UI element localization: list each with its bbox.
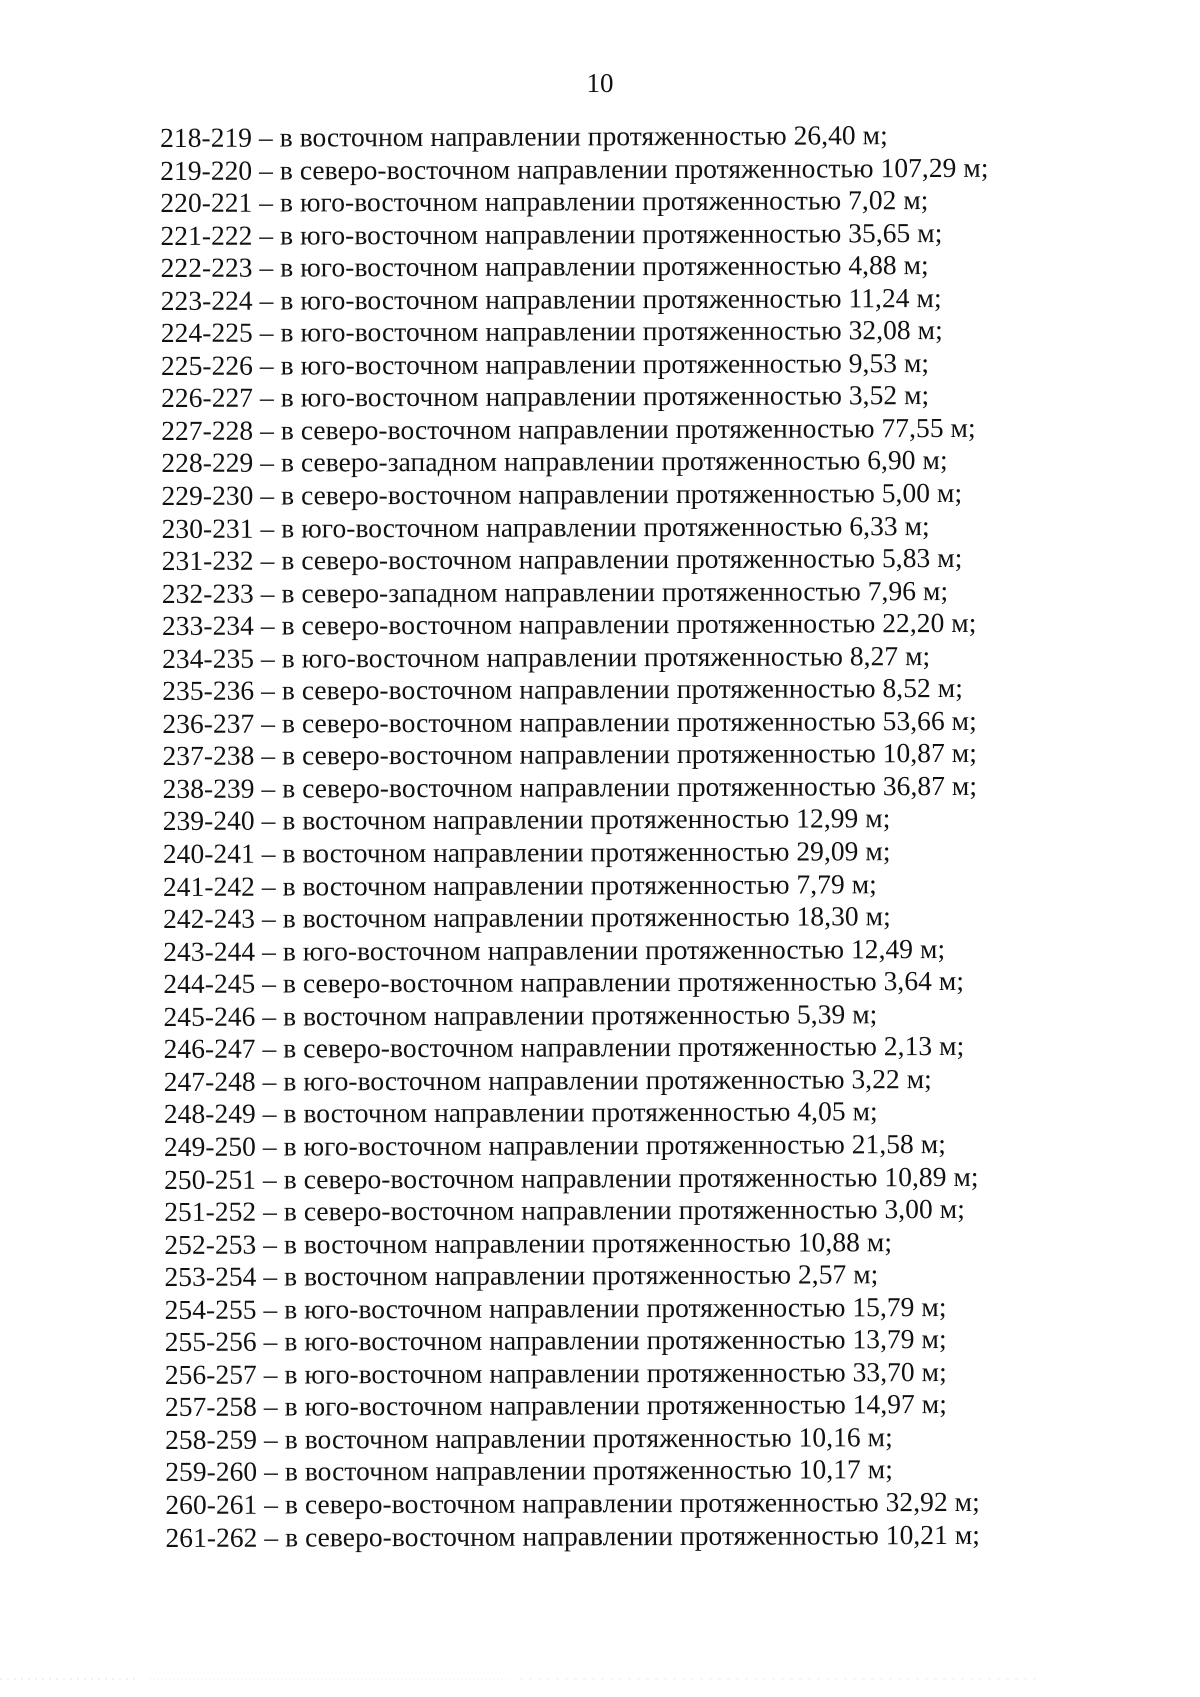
boundary-segment-entry: 255-256 – в юго-восточном направлении протяженностью 13,79 м; [164, 1323, 947, 1358]
boundary-segment-entry: 243-244 – в юго-восточном направлении протяженностью 12,49 м; [163, 932, 946, 967]
boundary-segment-entry: 230-231 – в юго-восточном направлении протяженностью 6,33 м; [161, 509, 930, 544]
boundary-segment-entry: 258-259 – в восточном направлении протяженностью 10,16 м; [164, 1421, 893, 1455]
boundary-segment-entry: 238-239 – в северо-восточном направлении протяженностью 36,87 м; [162, 769, 978, 804]
boundary-segment-entry: 218-219 – в восточном направлении протяженностью 26,40 м; [160, 119, 888, 153]
boundary-segment-entry: 242-243 – в восточном направлении протяженностью 18,30 м; [162, 900, 891, 935]
boundary-segment-entry: 241-242 – в восточном направлении протяженностью 7,79 м; [162, 867, 877, 902]
boundary-segment-entry: 257-258 – в юго-восточном направлении протяженностью 14,97 м; [164, 1388, 947, 1423]
boundary-segment-entry: 231-232 – в северо-восточном направлении протяженностью 5,83 м; [161, 542, 963, 577]
boundary-segment-entry: 224-225 – в юго-восточном направлении протяженностью 32,08 м; [160, 314, 943, 349]
boundary-segment-entry: 254-255 – в юго-восточном направлении протяженностью 15,79 м; [164, 1290, 947, 1325]
boundary-segment-entry: 225-226 – в юго-восточном направлении протяженностью 9,53 м; [160, 346, 930, 381]
boundary-segment-entry: 219-220 – в северо-восточном направлении протяженностью 107,29 м; [160, 151, 989, 186]
boundary-segment-entry: 235-236 – в северо-восточном направлении протяженностью 8,52 м; [162, 672, 963, 707]
boundary-segment-entry: 226-227 – в юго-восточном направлении протяженностью 3,52 м; [160, 379, 930, 414]
boundary-segment-entry: 234-235 – в юго-восточном направлении протяженностью 8,27 м; [161, 639, 931, 674]
boundary-segment-entry: 248-249 – в восточном направлении протяженностью 4,05 м; [163, 1095, 878, 1130]
boundary-segment-entry: 247-248 – в юго-восточном направлении протяженностью 3,22 м; [163, 1062, 932, 1097]
boundary-segment-entry: 237-238 – в северо-восточном направлении протяженностью 10,87 м; [162, 737, 977, 772]
boundary-segment-entry: 221-222 – в юго-восточном направлении протяженностью 35,65 м; [160, 216, 943, 251]
boundary-segment-list [160, 119, 1065, 1555]
boundary-segment-entry: 253-254 – в восточном направлении протяженностью 2,57 м; [164, 1258, 879, 1293]
boundary-segment-entry: 256-257 – в юго-восточном направлении протяженностью 33,70 м; [164, 1355, 947, 1390]
boundary-segment-entry: 249-250 – в юго-восточном направлении протяженностью 21,58 м; [163, 1127, 946, 1162]
boundary-segment-entry: 229-230 – в северо-восточном направлении протяженностью 5,00 м; [161, 476, 963, 512]
boundary-segment-entry: 250-251 – в северо-восточном направлении протяженностью 10,89 м; [163, 1160, 979, 1195]
boundary-segment-entry: 228-229 – в северо-западном направлении протяженностью 6,90 м; [161, 444, 948, 479]
boundary-segment-entry: 227-228 – в северо-восточном направлении протяженностью 77,55 м; [161, 411, 976, 446]
boundary-segment-entry: 239-240 – в восточном направлении протяженностью 12,99 м; [162, 802, 891, 837]
page-number: 10 [586, 68, 614, 98]
boundary-segment-entry: 252-253 – в восточном направлении протяженностью 10,88 м; [164, 1225, 893, 1260]
boundary-segment-entry: 259-260 – в восточном направлении протяженностью 10,17 м; [165, 1453, 893, 1488]
boundary-segment-entry: 220-221 – в юго-восточном направлении протяженностью 7,02 м; [160, 184, 929, 219]
scan-artifact-strip [0, 1676, 1200, 1682]
boundary-segment-entry: 246-247 – в северо-восточном направлении протяженностью 2,13 м; [163, 1030, 965, 1065]
boundary-segment-entry: 232-233 – в северо-западном направлении протяженностью 7,96 м; [161, 574, 949, 609]
boundary-segment-entry: 223-224 – в юго-восточном направлении протяженностью 11,24 м; [160, 281, 942, 316]
boundary-segment-entry: 222-223 – в юго-восточном направлении протяженностью 4,88 м; [160, 249, 929, 284]
boundary-segment-entry: 233-234 – в северо-восточном направлении протяженностью 22,20 м; [161, 607, 977, 642]
boundary-segment-entry: 236-237 – в северо-восточном направлении протяженностью 53,66 м; [162, 704, 977, 739]
boundary-segment-entry: 260-261 – в северо-восточном направлении протяженностью 32,92 м; [165, 1485, 980, 1520]
boundary-segment-entry: 245-246 – в восточном направлении протяженностью 5,39 м; [163, 998, 878, 1032]
boundary-segment-entry: 240-241 – в восточном направлении протяженностью 29,09 м; [162, 835, 891, 870]
boundary-segment-entry: 244-245 – в северо-восточном направлении протяженностью 3,64 м; [163, 965, 965, 1000]
boundary-segment-entry: 261-262 – в северо-восточном направлении протяженностью 10,21 м; [165, 1518, 980, 1553]
boundary-segment-entry: 251-252 – в северо-восточном направлении протяженностью 3,00 м; [164, 1192, 965, 1228]
